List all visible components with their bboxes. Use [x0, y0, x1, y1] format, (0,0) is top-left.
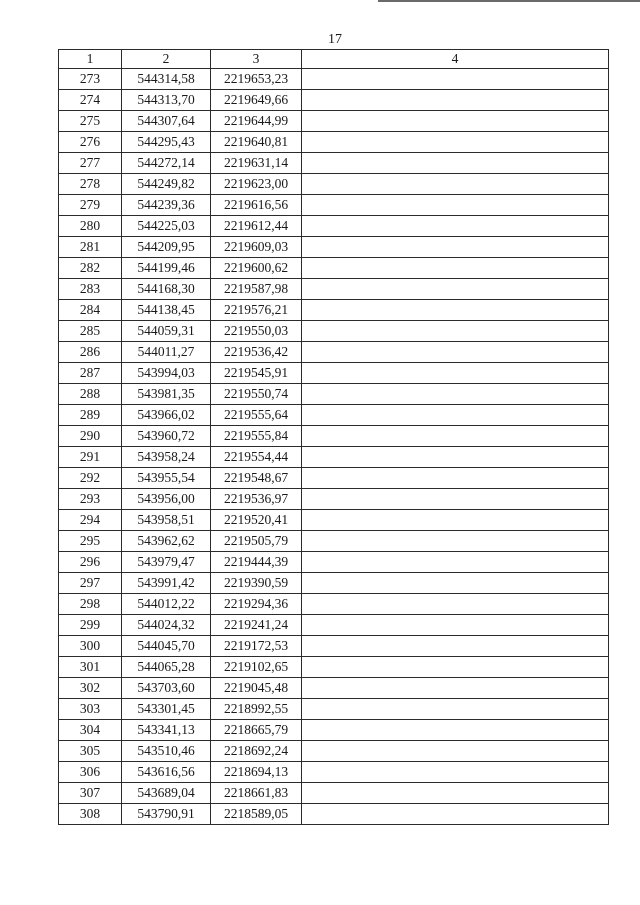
point-number-cell: 302: [59, 678, 122, 699]
point-number-cell: 277: [59, 153, 122, 174]
y-coordinate-cell: 2218589,05: [211, 804, 302, 825]
point-number-cell: 307: [59, 783, 122, 804]
table-row: [59, 405, 609, 426]
x-coordinate-cell: 544011,27: [122, 342, 211, 363]
point-number-cell: 275: [59, 111, 122, 132]
x-coordinate-cell: 544065,28: [122, 657, 211, 678]
y-coordinate-cell: 2219576,21: [211, 300, 302, 321]
x-coordinate-cell: 544272,14: [122, 153, 211, 174]
table-row: [59, 762, 609, 783]
point-number-cell: 291: [59, 447, 122, 468]
y-coordinate-cell: 2219554,44: [211, 447, 302, 468]
note-cell: [302, 111, 609, 132]
note-cell: [302, 783, 609, 804]
point-number-cell: 281: [59, 237, 122, 258]
note-cell: [302, 636, 609, 657]
point-number-cell: 293: [59, 489, 122, 510]
note-cell: [302, 384, 609, 405]
x-coordinate-cell: 543994,03: [122, 363, 211, 384]
point-number-cell: 295: [59, 531, 122, 552]
note-cell: [302, 699, 609, 720]
note-cell: [302, 153, 609, 174]
x-coordinate-cell: 543510,46: [122, 741, 211, 762]
note-cell: [302, 468, 609, 489]
table-row: [59, 426, 609, 447]
x-coordinate-cell: 543958,24: [122, 447, 211, 468]
x-coordinate-cell: 544314,58: [122, 69, 211, 90]
y-coordinate-cell: 2219555,84: [211, 426, 302, 447]
x-coordinate-cell: 544138,45: [122, 300, 211, 321]
point-number-cell: 299: [59, 615, 122, 636]
y-coordinate-cell: 2218992,55: [211, 699, 302, 720]
point-number-cell: 282: [59, 258, 122, 279]
table-row: [59, 657, 609, 678]
y-coordinate-cell: 2219609,03: [211, 237, 302, 258]
note-cell: [302, 510, 609, 531]
note-cell: [302, 174, 609, 195]
y-coordinate-cell: 2219536,42: [211, 342, 302, 363]
point-number-cell: 292: [59, 468, 122, 489]
table-row: [59, 195, 609, 216]
table-row: [59, 174, 609, 195]
point-number-cell: 298: [59, 594, 122, 615]
y-coordinate-cell: 2219640,81: [211, 132, 302, 153]
point-number-cell: 283: [59, 279, 122, 300]
coordinates-table: [58, 49, 609, 825]
x-coordinate-cell: 543955,54: [122, 468, 211, 489]
x-coordinate-cell: 544059,31: [122, 321, 211, 342]
note-cell: [302, 279, 609, 300]
y-coordinate-cell: 2218694,13: [211, 762, 302, 783]
table-row: [59, 363, 609, 384]
x-coordinate-cell: 543966,02: [122, 405, 211, 426]
point-number-cell: 276: [59, 132, 122, 153]
x-coordinate-cell: 543689,04: [122, 783, 211, 804]
column-header-3: 3: [211, 50, 302, 69]
point-number-cell: 303: [59, 699, 122, 720]
note-cell: [302, 300, 609, 321]
table-row: [59, 636, 609, 657]
note-cell: [302, 657, 609, 678]
column-header-2: 2: [122, 50, 211, 69]
note-cell: [302, 762, 609, 783]
table-row: [59, 342, 609, 363]
point-number-cell: 288: [59, 384, 122, 405]
y-coordinate-cell: 2219555,64: [211, 405, 302, 426]
note-cell: [302, 321, 609, 342]
point-number-cell: 280: [59, 216, 122, 237]
x-coordinate-cell: 543703,60: [122, 678, 211, 699]
x-coordinate-cell: 543991,42: [122, 573, 211, 594]
note-cell: [302, 804, 609, 825]
y-coordinate-cell: 2219653,23: [211, 69, 302, 90]
y-coordinate-cell: 2219612,44: [211, 216, 302, 237]
column-header-4: 4: [302, 50, 609, 69]
table-row: [59, 216, 609, 237]
point-number-cell: 301: [59, 657, 122, 678]
y-coordinate-cell: 2219550,03: [211, 321, 302, 342]
point-number-cell: 304: [59, 720, 122, 741]
note-cell: [302, 720, 609, 741]
x-coordinate-cell: 544249,82: [122, 174, 211, 195]
note-cell: [302, 552, 609, 573]
y-coordinate-cell: 2219545,91: [211, 363, 302, 384]
table-row: [59, 531, 609, 552]
page-number: 17: [328, 32, 342, 47]
point-number-cell: 308: [59, 804, 122, 825]
x-coordinate-cell: 543960,72: [122, 426, 211, 447]
table-row: [59, 300, 609, 321]
x-coordinate-cell: 543962,62: [122, 531, 211, 552]
table-row: [59, 447, 609, 468]
point-number-cell: 285: [59, 321, 122, 342]
y-coordinate-cell: 2219294,36: [211, 594, 302, 615]
table-row: [59, 384, 609, 405]
note-cell: [302, 69, 609, 90]
y-coordinate-cell: 2219631,14: [211, 153, 302, 174]
y-coordinate-cell: 2219241,24: [211, 615, 302, 636]
table-row: [59, 237, 609, 258]
y-coordinate-cell: 2219600,62: [211, 258, 302, 279]
note-cell: [302, 363, 609, 384]
x-coordinate-cell: 543956,00: [122, 489, 211, 510]
table-row: [59, 90, 609, 111]
y-coordinate-cell: 2218661,83: [211, 783, 302, 804]
x-coordinate-cell: 544024,32: [122, 615, 211, 636]
point-number-cell: 305: [59, 741, 122, 762]
x-coordinate-cell: 544199,46: [122, 258, 211, 279]
y-coordinate-cell: 2219644,99: [211, 111, 302, 132]
point-number-cell: 300: [59, 636, 122, 657]
y-coordinate-cell: 2219550,74: [211, 384, 302, 405]
y-coordinate-cell: 2219548,67: [211, 468, 302, 489]
table-row: [59, 279, 609, 300]
x-coordinate-cell: 543981,35: [122, 384, 211, 405]
table-row: [59, 258, 609, 279]
point-number-cell: 297: [59, 573, 122, 594]
point-number-cell: 289: [59, 405, 122, 426]
x-coordinate-cell: 543341,13: [122, 720, 211, 741]
x-coordinate-cell: 544239,36: [122, 195, 211, 216]
table-row: [59, 678, 609, 699]
y-coordinate-cell: 2219649,66: [211, 90, 302, 111]
table-row: [59, 489, 609, 510]
x-coordinate-cell: 544313,70: [122, 90, 211, 111]
table-header-row: [59, 50, 609, 69]
y-coordinate-cell: 2219536,97: [211, 489, 302, 510]
note-cell: [302, 426, 609, 447]
note-cell: [302, 489, 609, 510]
note-cell: [302, 615, 609, 636]
note-cell: [302, 531, 609, 552]
point-number-cell: 278: [59, 174, 122, 195]
note-cell: [302, 678, 609, 699]
x-coordinate-cell: 544295,43: [122, 132, 211, 153]
table-row: [59, 594, 609, 615]
point-number-cell: 274: [59, 90, 122, 111]
y-coordinate-cell: 2219172,53: [211, 636, 302, 657]
y-coordinate-cell: 2218665,79: [211, 720, 302, 741]
x-coordinate-cell: 544168,30: [122, 279, 211, 300]
table-row: [59, 573, 609, 594]
x-coordinate-cell: 544045,70: [122, 636, 211, 657]
point-number-cell: 296: [59, 552, 122, 573]
note-cell: [302, 90, 609, 111]
note-cell: [302, 237, 609, 258]
table-row: [59, 111, 609, 132]
y-coordinate-cell: 2219102,65: [211, 657, 302, 678]
note-cell: [302, 258, 609, 279]
table-row: [59, 720, 609, 741]
note-cell: [302, 741, 609, 762]
table-row: [59, 468, 609, 489]
note-cell: [302, 132, 609, 153]
table-row: [59, 783, 609, 804]
table-row: [59, 321, 609, 342]
y-coordinate-cell: 2219520,41: [211, 510, 302, 531]
x-coordinate-cell: 543616,56: [122, 762, 211, 783]
table-row: [59, 153, 609, 174]
x-coordinate-cell: 543790,91: [122, 804, 211, 825]
table-row: [59, 804, 609, 825]
y-coordinate-cell: 2219045,48: [211, 678, 302, 699]
table-row: [59, 741, 609, 762]
top-rule: [378, 0, 640, 2]
point-number-cell: 290: [59, 426, 122, 447]
note-cell: [302, 594, 609, 615]
point-number-cell: 286: [59, 342, 122, 363]
note-cell: [302, 405, 609, 426]
table-row: [59, 69, 609, 90]
y-coordinate-cell: 2219390,59: [211, 573, 302, 594]
x-coordinate-cell: 544012,22: [122, 594, 211, 615]
y-coordinate-cell: 2219444,39: [211, 552, 302, 573]
x-coordinate-cell: 544307,64: [122, 111, 211, 132]
x-coordinate-cell: 543301,45: [122, 699, 211, 720]
table-row: [59, 510, 609, 531]
point-number-cell: 287: [59, 363, 122, 384]
note-cell: [302, 195, 609, 216]
table-body: [59, 69, 609, 825]
table-row: [59, 699, 609, 720]
note-cell: [302, 447, 609, 468]
table-row: [59, 132, 609, 153]
y-coordinate-cell: 2219587,98: [211, 279, 302, 300]
note-cell: [302, 216, 609, 237]
point-number-cell: 284: [59, 300, 122, 321]
note-cell: [302, 573, 609, 594]
x-coordinate-cell: 544209,95: [122, 237, 211, 258]
x-coordinate-cell: 544225,03: [122, 216, 211, 237]
point-number-cell: 294: [59, 510, 122, 531]
note-cell: [302, 342, 609, 363]
y-coordinate-cell: 2219616,56: [211, 195, 302, 216]
point-number-cell: 279: [59, 195, 122, 216]
column-header-1: 1: [59, 50, 122, 69]
y-coordinate-cell: 2219505,79: [211, 531, 302, 552]
x-coordinate-cell: 543979,47: [122, 552, 211, 573]
point-number-cell: 306: [59, 762, 122, 783]
table-row: [59, 615, 609, 636]
point-number-cell: 273: [59, 69, 122, 90]
table-row: [59, 552, 609, 573]
y-coordinate-cell: 2218692,24: [211, 741, 302, 762]
x-coordinate-cell: 543958,51: [122, 510, 211, 531]
y-coordinate-cell: 2219623,00: [211, 174, 302, 195]
